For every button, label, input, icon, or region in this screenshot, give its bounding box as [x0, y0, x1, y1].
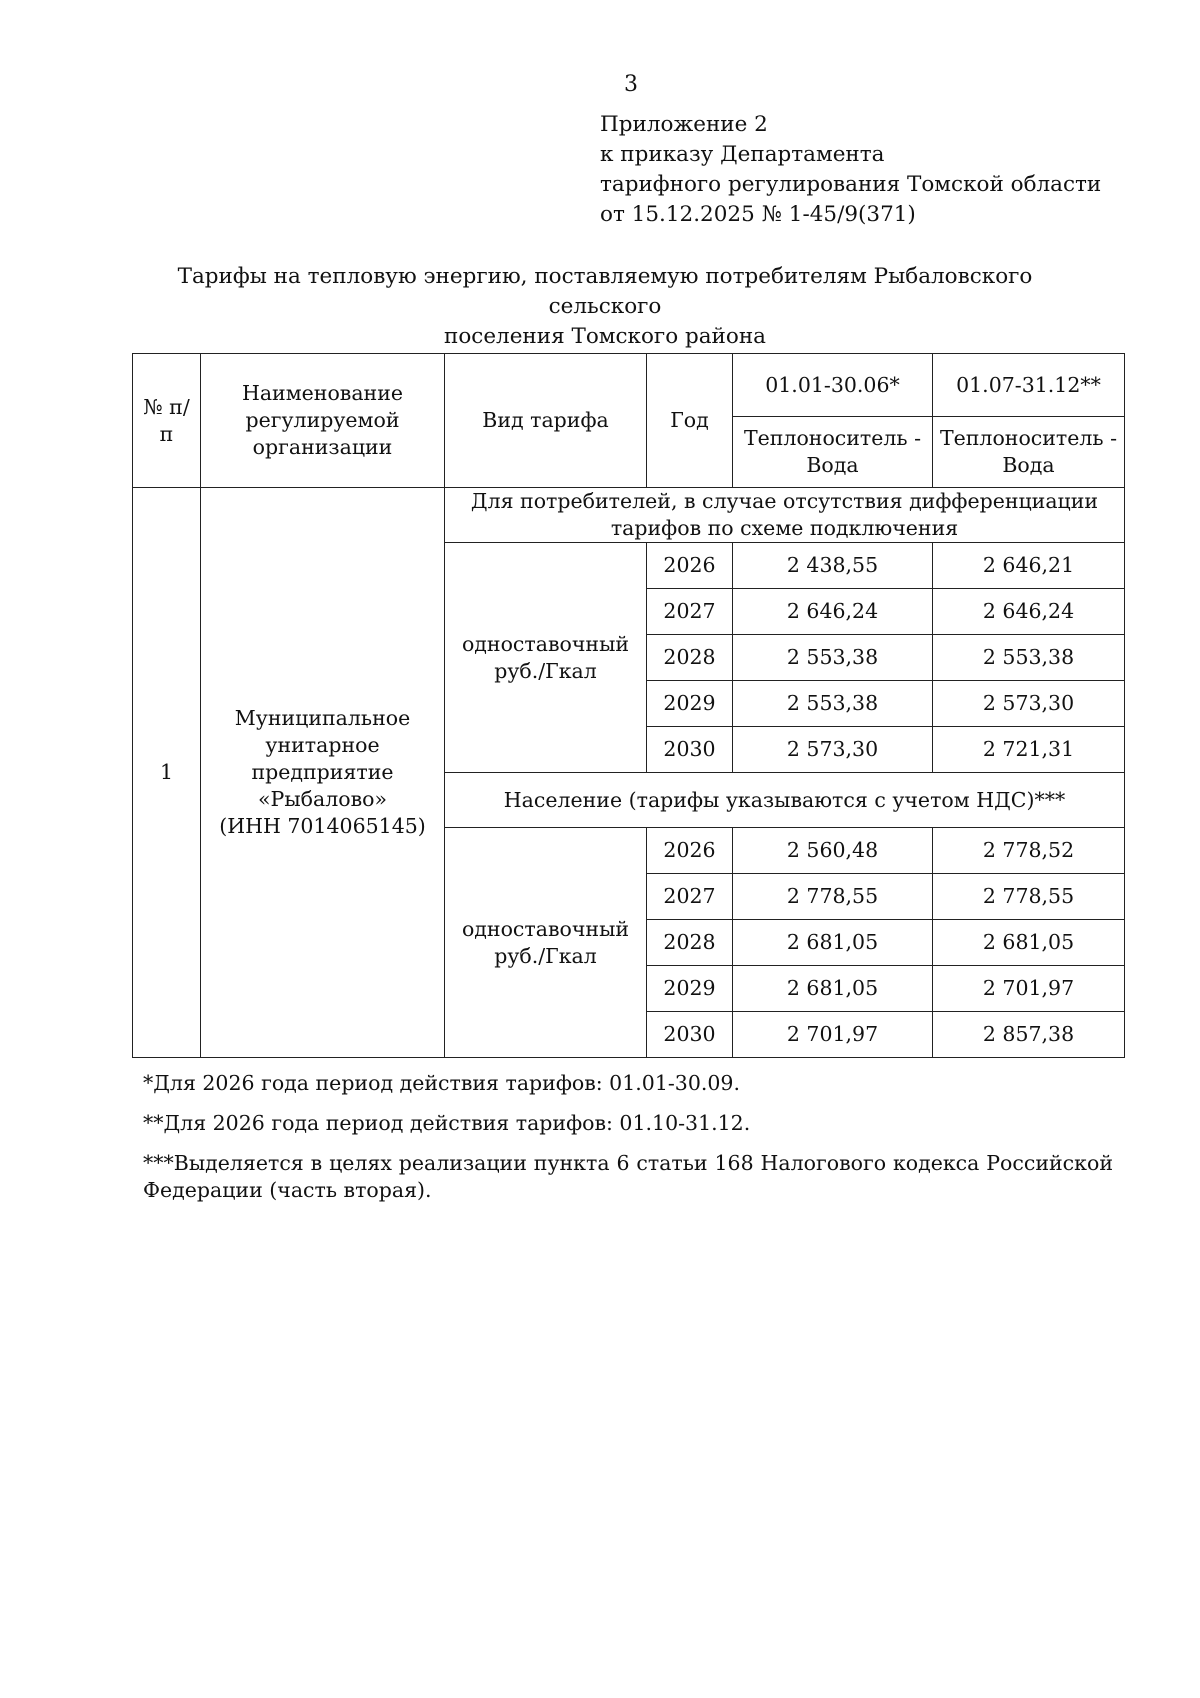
year-cell: 2028 — [647, 920, 733, 966]
header-carrier-2: Теплоноситель - Вода — [933, 417, 1125, 488]
header-carrier-1: Теплоноситель - Вода — [733, 417, 933, 488]
group-heading: Для потребителей, в случае отсутствия дифференциации тарифов по схеме подключения — [445, 488, 1125, 543]
header-period-2: 01.07-31.12** — [933, 354, 1125, 417]
header-org-name: Наименование регулируемой организации — [201, 354, 445, 488]
year-cell: 2026 — [647, 828, 733, 874]
tariff-value: 2 721,31 — [933, 727, 1125, 773]
page-number: 3 — [624, 72, 638, 97]
year-cell: 2029 — [647, 681, 733, 727]
tariff-value: 2 701,97 — [733, 1012, 933, 1058]
footnote: ***Выделяется в целях реализации пункта 6 статьи 168 Налогового кодекса Российской Федерации (часть вторая). — [143, 1151, 1113, 1202]
tariff-value: 2 681,05 — [733, 920, 933, 966]
year-cell: 2030 — [647, 1012, 733, 1058]
tariff-type-cell: одноставочный руб./Гкал — [445, 828, 647, 1058]
group-heading-row — [133, 488, 1125, 543]
appendix-line: Приложение 2 — [600, 112, 768, 137]
year-cell: 2030 — [647, 727, 733, 773]
footnote: *Для 2026 года период действия тарифов: 01.01-30.09. — [143, 1071, 740, 1095]
tariff-value: 2 553,38 — [733, 635, 933, 681]
tariff-value: 2 778,52 — [933, 828, 1125, 874]
tariff-value: 2 681,05 — [733, 966, 933, 1012]
tariff-value: 2 778,55 — [933, 874, 1125, 920]
header-year: Год — [647, 354, 733, 488]
tariff-value: 2 573,30 — [733, 727, 933, 773]
tariff-value: 2 553,38 — [733, 681, 933, 727]
year-cell: 2027 — [647, 874, 733, 920]
tariff-value: 2 646,24 — [733, 589, 933, 635]
title-line: Тарифы на тепловую энергию, поставляемую потребителям Рыбаловского сельского — [177, 264, 1033, 319]
group-heading: Население (тарифы указываются с учетом НДС)*** — [445, 773, 1125, 828]
header-period-1: 01.01-30.06* — [733, 354, 933, 417]
tariff-value: 2 438,55 — [733, 543, 933, 589]
appendix-line: от 15.12.2025 № 1-45/9(371) — [600, 202, 916, 227]
organization-line: предприятие — [251, 760, 394, 784]
tariff-value: 2 573,30 — [933, 681, 1125, 727]
year-cell: 2026 — [647, 543, 733, 589]
header-number: № п/п — [133, 354, 201, 488]
tariff-value: 2 701,97 — [933, 966, 1125, 1012]
tariff-value: 2 553,38 — [933, 635, 1125, 681]
organization-line: унитарное — [265, 733, 380, 757]
organization-line: (ИНН 7014065145) — [219, 814, 426, 838]
tariff-table — [132, 353, 1125, 1058]
appendix-line: к приказу Департамента — [600, 142, 885, 167]
row-number: 1 — [133, 488, 201, 1058]
header-row — [133, 354, 1125, 417]
tariff-value: 2 681,05 — [933, 920, 1125, 966]
organization-line: «Рыбалово» — [257, 787, 387, 811]
organization-name — [201, 488, 445, 1058]
appendix-block — [600, 110, 1101, 230]
organization-line: Муниципальное — [234, 706, 411, 730]
footnote: **Для 2026 года период действия тарифов: 01.10-31.12. — [143, 1111, 751, 1135]
tariff-value: 2 778,55 — [733, 874, 933, 920]
tariff-value: 2 646,24 — [933, 589, 1125, 635]
tariff-value: 2 646,21 — [933, 543, 1125, 589]
year-cell: 2027 — [647, 589, 733, 635]
footnotes — [143, 1070, 1113, 1217]
tariff-value: 2 560,48 — [733, 828, 933, 874]
title-line: поселения Томского района — [444, 324, 766, 349]
year-cell: 2029 — [647, 966, 733, 1012]
tariff-value: 2 857,38 — [933, 1012, 1125, 1058]
tariff-type-cell: одноставочный руб./Гкал — [445, 543, 647, 773]
appendix-line: тарифного регулирования Томской области — [600, 172, 1102, 197]
header-tariff-type: Вид тарифа — [445, 354, 647, 488]
document-title — [120, 262, 1090, 352]
year-cell: 2028 — [647, 635, 733, 681]
